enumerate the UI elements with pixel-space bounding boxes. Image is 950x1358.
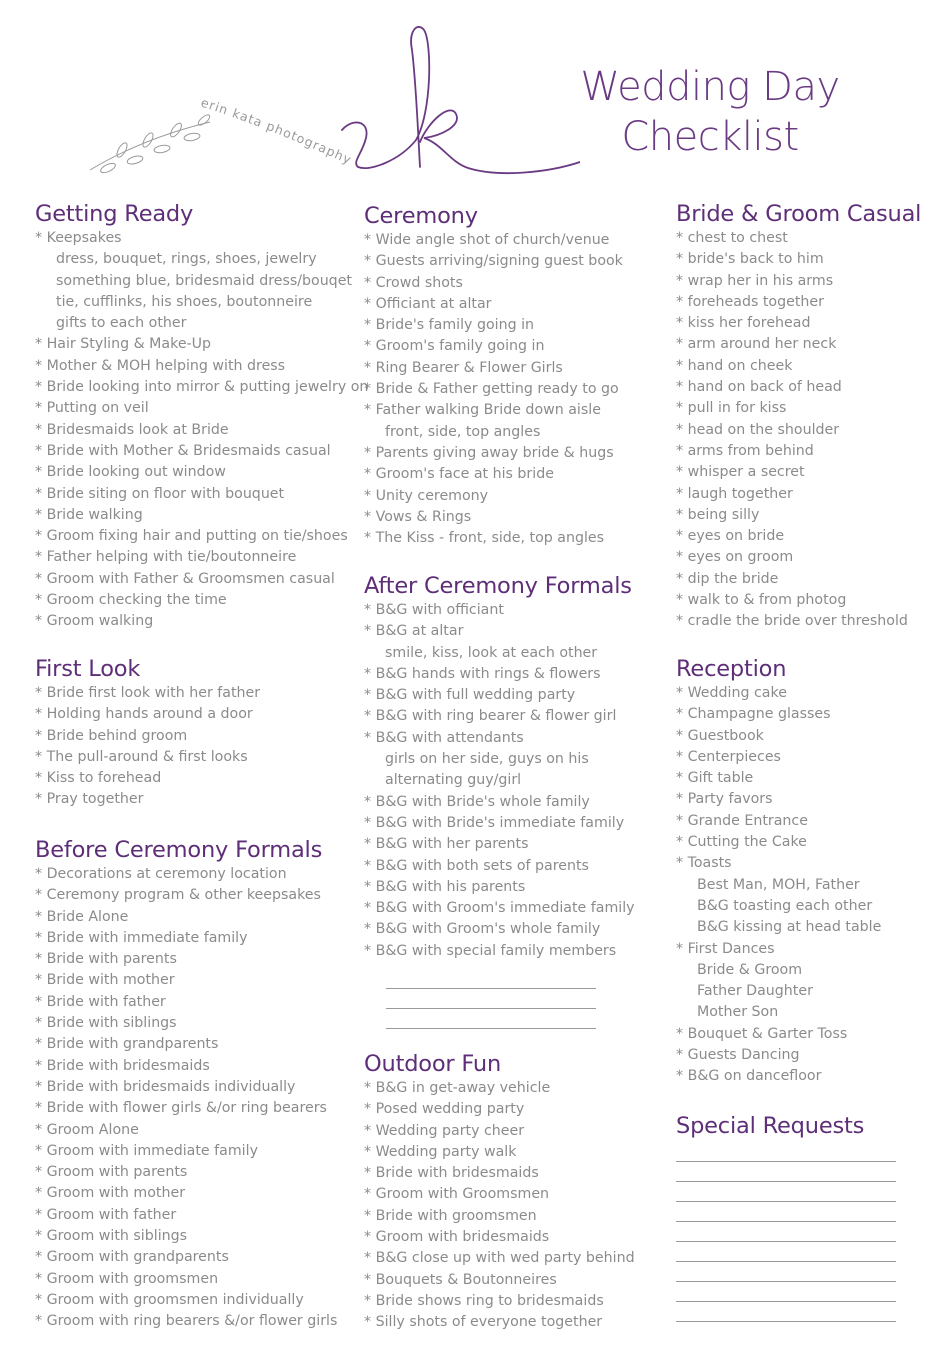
checklist-item: * eyes on bride [676, 528, 785, 545]
title-line-2: Checklist [621, 114, 799, 160]
blank-line [386, 970, 596, 989]
section-outdoor-fun [364, 1050, 635, 1334]
checklist-subitem: Father Daughter [697, 983, 813, 1000]
checklist-item: * B&G with Groom's whole family [364, 921, 601, 938]
checklist-item: * Cutting the Cake [676, 834, 807, 851]
section-reception [676, 655, 881, 1088]
checklist-subitem: alternating guy/girl [385, 772, 522, 789]
checklist-item: * Groom with parents [35, 1164, 188, 1181]
checklist-item: * B&G close up with wed party behind [364, 1250, 635, 1267]
checklist-item: * Bride looking out window [35, 464, 226, 481]
checklist-item: * Bride with father [35, 993, 166, 1010]
blank-line [676, 1222, 896, 1242]
blank-line [676, 1242, 896, 1262]
blank-line [676, 1182, 896, 1202]
checklist-item: * hand on back of head [676, 379, 842, 396]
blank-line [386, 989, 596, 1009]
checklist-item: * pull in for kiss [676, 400, 787, 417]
checklist-item: * Bride with immediate family [35, 929, 248, 946]
checklist-subitem: smile, kiss, look at each other [385, 644, 598, 661]
checklist-item: * B&G with his parents [364, 878, 526, 895]
checklist-subitem: Best Man, MOH, Father [697, 876, 860, 893]
checklist-item: * Groom's family going in [364, 338, 545, 355]
checklist-item: * Groom fixing hair and putting on tie/shoes [35, 528, 348, 545]
checklist-item: * laugh together [676, 485, 793, 502]
checklist-item: * walk to & from photog [676, 592, 847, 609]
checklist-item: * B&G with Bride's whole family [364, 793, 590, 810]
logo-text: erin kata photography [199, 94, 355, 168]
checklist-subitem: something blue, bridesmaid dress/bouqet [56, 272, 352, 289]
checklist-item: * being silly [676, 506, 760, 523]
checklist-item: * B&G with her parents [364, 836, 529, 853]
blank-line [676, 1262, 896, 1282]
checklist-item: * Decorations at ceremony location [35, 866, 287, 882]
checklist-item: * B&G hands with rings & flowers [364, 665, 601, 682]
checklist-item: * B&G with Groom's immediate family [364, 900, 635, 917]
checklist-subitem: gifts to each other [56, 315, 187, 332]
checklist-subitem: front, side, top angles [385, 423, 541, 440]
checklist-subitem: B&G kissing at head table [697, 919, 882, 936]
checklist-item: * Groom with Groomsmen [364, 1186, 550, 1203]
section-after-ceremony-formals [364, 572, 635, 1029]
checklist-item: * B&G with full wedding party [364, 687, 576, 704]
checklist-item: * Wedding cake [676, 685, 787, 701]
checklist-item: * Groom with siblings [35, 1228, 188, 1245]
checklist-item: * Guests arriving/signing guest book [364, 253, 623, 270]
checklist-item: * Bride siting on floor with bouquet [35, 485, 285, 502]
checklist-item: * Parents giving away bride & hugs [364, 444, 614, 461]
checklist-item: * Officiant at altar [364, 295, 492, 312]
checklist-item: * B&G with Bride's immediate family [364, 814, 625, 831]
checklist-item: * Groom with bridesmaids [364, 1229, 550, 1246]
checklist-item: * hand on cheek [676, 357, 793, 374]
blank-lines [676, 1144, 896, 1322]
checklist-item: * B&G with ring bearer & flower girl [364, 708, 617, 725]
checklist-item: * First Dances [676, 940, 775, 957]
checklist-item: * Groom with ring bearers &/or flower girls [35, 1313, 338, 1330]
checklist-item: * Bride with siblings [35, 1015, 177, 1032]
section-heading: Before Ceremony Formals [35, 837, 323, 863]
checklist-item: * Bride with bridesmaids individually [35, 1078, 296, 1095]
blank-line [676, 1302, 896, 1322]
checklist-item: * Bride with Mother & Bridesmaids casual [35, 442, 331, 459]
checklist-items [676, 683, 881, 1088]
checklist-item: * B&G in get-away vehicle [364, 1080, 551, 1096]
section-special-requests [676, 1112, 896, 1322]
checklist-item: * Silly shots of everyone together [364, 1314, 603, 1331]
checklist-item: * Groom checking the time [35, 592, 227, 609]
checklist-item: * Father walking Bride down aisle [364, 402, 601, 419]
checklist-item: * Bride with bridesmaids [35, 1057, 210, 1074]
checklist-item: * Party favors [676, 791, 773, 808]
checklist-item: * Bride behind groom [35, 727, 188, 744]
checklist-item: * Posed wedding party [364, 1101, 525, 1118]
blank-line [676, 1282, 896, 1302]
blank-lines [386, 970, 596, 1029]
checklist-item: * Centerpieces [676, 748, 781, 765]
checklist-item: * B&G on dancefloor [676, 1068, 822, 1085]
checklist-item: * Gift table [676, 770, 754, 787]
checklist-item: * arms from behind [676, 442, 814, 459]
checklist-item: * Bride Alone [35, 908, 129, 925]
checklist-item: * Guestbook [676, 727, 764, 744]
checklist-item: * Mother & MOH helping with dress [35, 357, 286, 374]
checklist-item: * Bride with flower girls &/or ring bearers [35, 1100, 327, 1117]
page-title [560, 62, 860, 162]
checklist-item: * Putting on veil [35, 400, 149, 417]
checklist-item: * Champagne glasses [676, 706, 831, 723]
checklist-subitem: B&G toasting each other [697, 897, 873, 914]
checklist-subitem: Mother Son [697, 1004, 779, 1021]
section-heading: After Ceremony Formals [364, 573, 632, 599]
checklist-item: * Guests Dancing [676, 1047, 800, 1064]
checklist-items [35, 864, 337, 1333]
checklist-item: * chest to chest [676, 230, 788, 246]
checklist-item: * Bride with grandparents [35, 1036, 219, 1053]
section-first-look [35, 655, 260, 811]
checklist-subitem: dress, bouquet, rings, shoes, jewelry [56, 251, 317, 268]
checklist-item: * Bride with mother [35, 972, 175, 989]
checklist-item: * Bride's family going in [364, 317, 535, 334]
checklist-item: * Groom's face at his bride [364, 466, 554, 483]
checklist-item: * B&G with officiant [364, 602, 504, 618]
section-heading: Getting Ready [35, 201, 194, 227]
checklist-item: * dip the bride [676, 570, 779, 587]
checklist-item: * B&G with attendants [364, 729, 524, 746]
checklist-item: * Wedding party walk [364, 1143, 517, 1160]
checklist-subitem: Bride & Groom [697, 961, 803, 978]
erin-kata-photography-logo [80, 22, 580, 182]
checklist-item: * The pull-around & first looks [35, 748, 248, 765]
checklist-subitem: girls on her side, guys on his [385, 751, 589, 768]
blank-line [676, 1162, 896, 1182]
checklist-item: * Holding hands around a door [35, 706, 253, 723]
checklist-items [35, 228, 368, 633]
checklist-items [676, 228, 921, 633]
checklist-item: * head on the shoulder [676, 421, 840, 438]
checklist-item: * Bride first look with her father [35, 685, 261, 701]
checklist-item: * Bride shows ring to bridesmaids [364, 1292, 604, 1309]
checklist-item: * Kiss to forehead [35, 770, 162, 787]
section-heading: Ceremony [364, 203, 478, 229]
checklist-items [364, 600, 635, 962]
svg-text:erin kata photography [199, 95, 354, 168]
blank-line [676, 1144, 896, 1162]
checklist-item: * Bride & Father getting ready to go [364, 381, 619, 398]
checklist-item: * B&G with both sets of parents [364, 857, 589, 874]
checklist-item: * Groom Alone [35, 1121, 139, 1138]
checklist-item: * Keepsakes [35, 230, 122, 246]
checklist-item: * Wide angle shot of church/venue [364, 232, 610, 248]
checklist-item: * Groom with immediate family [35, 1142, 258, 1159]
checklist-item: * Bride with parents [35, 951, 177, 968]
checklist-item: * cradle the bride over threshold [676, 613, 908, 630]
checklist-item: * arm around her neck [676, 336, 837, 353]
checklist-item: * The Kiss - front, side, top angles [364, 530, 605, 547]
checklist-item: * Groom with groomsmen [35, 1270, 219, 1287]
checklist-item: * Wedding party cheer [364, 1122, 525, 1139]
checklist-item: * Bride with groomsmen [364, 1207, 537, 1224]
checklist-item: * Groom with Father & Groomsmen casual [35, 570, 335, 587]
checklist-item: * eyes on groom [676, 549, 794, 566]
checklist-item: * Grande Entrance [676, 812, 808, 829]
checklist-item: * Groom with mother [35, 1185, 186, 1202]
section-getting-ready [35, 200, 368, 633]
checklist-item: * Hair Styling & Make-Up [35, 336, 212, 353]
checklist-item: * B&G with special family members [364, 942, 617, 959]
checklist-item: * foreheads together [676, 293, 824, 310]
checklist-item: * Bouquet & Garter Toss [676, 1025, 848, 1042]
section-heading: First Look [35, 656, 141, 682]
checklist-item: * Bride looking into mirror & putting jewelry on [35, 379, 369, 396]
checklist-item: * whisper a secret [676, 464, 805, 481]
section-bride-groom-casual [676, 200, 921, 633]
checklist-item: * Father helping with tie/boutonneire [35, 549, 297, 566]
blank-line [676, 1202, 896, 1222]
checklist-item: * Toasts [676, 855, 732, 872]
checklist-item: * Crowd shots [364, 274, 463, 291]
checklist-item: * B&G at altar [364, 623, 464, 640]
section-before-ceremony-formals [35, 836, 337, 1333]
checklist-item: * Bouquets & Boutonneires [364, 1271, 557, 1288]
checklist-item: * Pray together [35, 791, 144, 808]
checklist-items [364, 1078, 635, 1334]
checklist-item: * Bride walking [35, 506, 143, 523]
checklist-items [364, 230, 623, 549]
checklist-item: * kiss her forehead [676, 315, 811, 332]
checklist-item: * Groom walking [35, 613, 154, 630]
checklist-item: * bride's back to him [676, 251, 824, 268]
title-line-1: Wedding Day [580, 64, 840, 110]
checklist-items [35, 683, 260, 811]
checklist-item: * Bridesmaids look at Bride [35, 421, 229, 438]
section-ceremony [364, 202, 623, 549]
checklist-item: * Bride with bridesmaids [364, 1165, 539, 1182]
checklist-item: * Vows & Rings [364, 508, 472, 525]
checklist-item: * Unity ceremony [364, 487, 489, 504]
checklist-subitem: tie, cufflinks, his shoes, boutonneire [56, 293, 313, 310]
checklist-item: * Groom with father [35, 1206, 177, 1223]
checklist-item: * Groom with grandparents [35, 1249, 229, 1266]
section-heading: Reception [676, 656, 787, 682]
section-heading: Special Requests [676, 1113, 865, 1139]
checklist-item: * wrap her in his arms [676, 272, 834, 289]
checklist-item: * Ring Bearer & Flower Girls [364, 359, 563, 376]
section-heading: Outdoor Fun [364, 1051, 502, 1077]
blank-line [386, 1009, 596, 1029]
checklist-item: * Ceremony program & other keepsakes [35, 887, 321, 904]
checklist-item: * Groom with groomsmen individually [35, 1291, 304, 1308]
section-heading: Bride & Groom Casual [676, 201, 922, 227]
